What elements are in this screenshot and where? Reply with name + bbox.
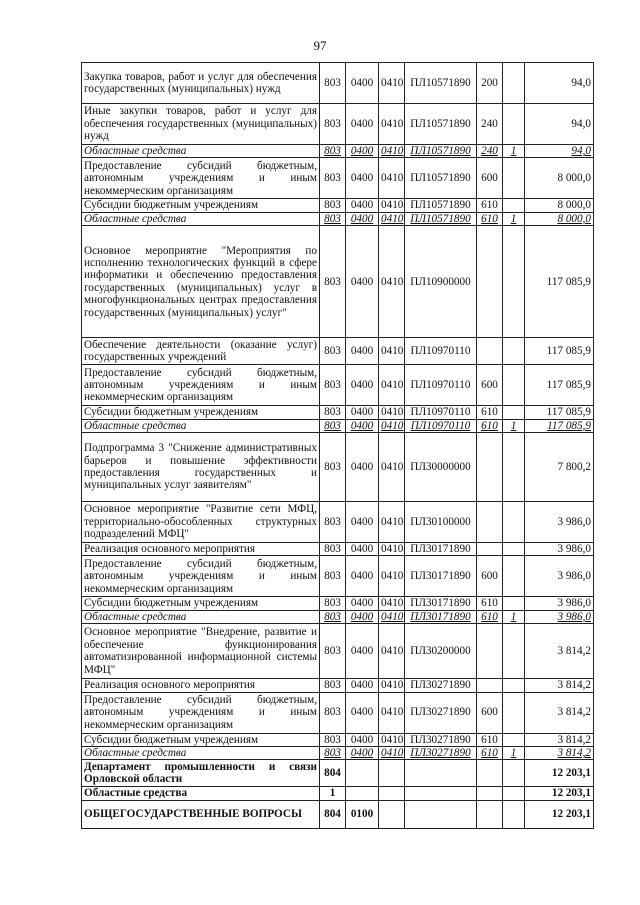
section-code-cell: 0400 <box>346 406 379 419</box>
amount-cell: 3 814,2 <box>525 733 594 746</box>
funding-source-cell <box>503 365 525 406</box>
ministry-code-cell: 803 <box>320 610 346 623</box>
amount-cell: 94,0 <box>525 63 594 104</box>
table-body <box>82 63 594 829</box>
ministry-code-cell: 803 <box>320 433 346 502</box>
subsection-code-cell: 0410 <box>379 679 405 692</box>
target-article-cell: ПЛ10970110 <box>405 365 477 406</box>
funding-source-cell <box>503 800 525 828</box>
funding-source-cell <box>503 226 525 338</box>
ministry-code-cell: 803 <box>320 212 346 225</box>
subsection-code-cell: 0410 <box>379 158 405 199</box>
section-code-cell: 0400 <box>346 556 379 597</box>
section-code-cell: 0400 <box>346 692 379 733</box>
row-name-cell: Областные средства <box>82 610 320 623</box>
section-code-cell: 0400 <box>346 747 379 760</box>
target-article-cell: ПЛ30171890 <box>405 610 477 623</box>
funding-source-cell <box>503 760 525 787</box>
funding-source-cell <box>503 597 525 610</box>
row-name-cell: Предоставление субсидий бюджетным, автономным учреждениям и иным некоммерческим организациям <box>82 365 320 406</box>
table-row <box>82 433 594 502</box>
funding-source-cell <box>503 787 525 800</box>
funding-source-cell <box>503 679 525 692</box>
target-article-cell: ПЛ10571890 <box>405 199 477 212</box>
section-code-cell: 0400 <box>346 543 379 556</box>
subsection-code-cell: 0410 <box>379 63 405 104</box>
table-row <box>82 543 594 556</box>
table-row <box>82 419 594 432</box>
row-name-cell: Подпрограмма 3 "Снижение административных барьеров и повышение эффективности предоставления государственных и муниципальных услуг заявителям" <box>82 433 320 502</box>
ministry-code-cell: 803 <box>320 597 346 610</box>
expense-type-cell: 240 <box>477 104 503 145</box>
amount-cell: 117 085,9 <box>525 419 594 432</box>
amount-cell: 8 000,0 <box>525 158 594 199</box>
row-name-cell: Предоставление субсидий бюджетным, автономным учреждениям и иным некоммерческим организациям <box>82 158 320 199</box>
subsection-code-cell <box>379 800 405 828</box>
amount-cell: 117 085,9 <box>525 226 594 338</box>
expense-type-cell: 600 <box>477 158 503 199</box>
amount-cell: 3 814,2 <box>525 624 594 679</box>
expense-type-cell: 240 <box>477 145 503 158</box>
section-code-cell: 0400 <box>346 104 379 145</box>
subsection-code-cell: 0410 <box>379 610 405 623</box>
section-code-cell: 0400 <box>346 679 379 692</box>
table-row <box>82 787 594 800</box>
amount-cell: 8 000,0 <box>525 199 594 212</box>
amount-cell: 3 814,2 <box>525 747 594 760</box>
amount-cell: 12 203,1 <box>525 760 594 787</box>
table-row <box>82 212 594 225</box>
expense-type-cell: 610 <box>477 733 503 746</box>
funding-source-cell: 1 <box>503 145 525 158</box>
table-row <box>82 610 594 623</box>
ministry-code-cell: 803 <box>320 543 346 556</box>
target-article-cell <box>405 787 477 800</box>
target-article-cell: ПЛ10970110 <box>405 406 477 419</box>
expense-type-cell: 610 <box>477 597 503 610</box>
expense-type-cell <box>477 624 503 679</box>
section-code-cell <box>346 760 379 787</box>
subsection-code-cell <box>379 760 405 787</box>
table-row <box>82 679 594 692</box>
amount-cell: 117 085,9 <box>525 338 594 365</box>
expense-type-cell: 600 <box>477 556 503 597</box>
expense-type-cell <box>477 787 503 800</box>
ministry-code-cell: 803 <box>320 406 346 419</box>
target-article-cell: ПЛ30271890 <box>405 679 477 692</box>
funding-source-cell <box>503 556 525 597</box>
row-name-cell: Областные средства <box>82 145 320 158</box>
funding-source-cell <box>503 199 525 212</box>
row-name-cell: Иные закупки товаров, работ и услуг для обеспечения государственных (муниципальных) нужд <box>82 104 320 145</box>
table-row <box>82 104 594 145</box>
expense-type-cell <box>477 760 503 787</box>
expense-type-cell: 200 <box>477 63 503 104</box>
target-article-cell: ПЛ10970110 <box>405 338 477 365</box>
subsection-code-cell: 0410 <box>379 502 405 543</box>
section-code-cell: 0400 <box>346 145 379 158</box>
funding-source-cell: 1 <box>503 610 525 623</box>
row-name-cell: Департамент промышленности и связи Орловской области <box>82 760 320 787</box>
row-name-cell: Основное мероприятие "Мероприятия по исполнению технологических функций в сфере информатики и обеспечению предоставления государственных (муниципальных) услуг в многофункциональных центрах предоставления государственных (муниципальных) услуг" <box>82 226 320 338</box>
row-name-cell: Предоставление субсидий бюджетным, автономным учреждениям и иным некоммерческим организациям <box>82 556 320 597</box>
section-code-cell: 0100 <box>346 800 379 828</box>
table-row <box>82 692 594 733</box>
target-article-cell: ПЛ10571890 <box>405 104 477 145</box>
expense-type-cell <box>477 226 503 338</box>
target-article-cell: ПЛ30100000 <box>405 502 477 543</box>
row-name-cell: Обеспечение деятельности (оказание услуг) государственных учреждений <box>82 338 320 365</box>
funding-source-cell <box>503 338 525 365</box>
row-name-cell: Предоставление субсидий бюджетным, автономным учреждениям и иным некоммерческим организациям <box>82 692 320 733</box>
expense-type-cell: 610 <box>477 199 503 212</box>
subsection-code-cell: 0410 <box>379 556 405 597</box>
target-article-cell: ПЛ10571890 <box>405 63 477 104</box>
row-name-cell: ОБЩЕГОСУДАРСТВЕННЫЕ ВОПРОСЫ <box>82 800 320 828</box>
section-code-cell: 0400 <box>346 733 379 746</box>
subsection-code-cell: 0410 <box>379 419 405 432</box>
amount-cell: 117 085,9 <box>525 365 594 406</box>
amount-cell: 3 986,0 <box>525 597 594 610</box>
expense-type-cell: 610 <box>477 419 503 432</box>
ministry-code-cell: 803 <box>320 556 346 597</box>
section-code-cell: 0400 <box>346 63 379 104</box>
section-code-cell: 0400 <box>346 597 379 610</box>
expense-type-cell <box>477 338 503 365</box>
expense-type-cell <box>477 502 503 543</box>
amount-cell: 12 203,1 <box>525 787 594 800</box>
subsection-code-cell: 0410 <box>379 338 405 365</box>
row-name-cell: Закупка товаров, работ и услуг для обеспечения государственных (муниципальных) нужд <box>82 63 320 104</box>
amount-cell: 3 986,0 <box>525 556 594 597</box>
section-code-cell: 0400 <box>346 433 379 502</box>
ministry-code-cell: 1 <box>320 787 346 800</box>
funding-source-cell: 1 <box>503 419 525 432</box>
ministry-code-cell: 803 <box>320 145 346 158</box>
funding-source-cell <box>503 104 525 145</box>
row-name-cell: Реализация основного мероприятия <box>82 679 320 692</box>
table-row <box>82 747 594 760</box>
amount-cell: 3 986,0 <box>525 543 594 556</box>
row-name-cell: Областные средства <box>82 212 320 225</box>
subsection-code-cell: 0410 <box>379 212 405 225</box>
ministry-code-cell: 803 <box>320 104 346 145</box>
ministry-code-cell: 803 <box>320 226 346 338</box>
ministry-code-cell: 804 <box>320 760 346 787</box>
ministry-code-cell: 803 <box>320 502 346 543</box>
section-code-cell: 0400 <box>346 158 379 199</box>
section-code-cell: 0400 <box>346 226 379 338</box>
ministry-code-cell: 803 <box>320 679 346 692</box>
table-row <box>82 158 594 199</box>
target-article-cell: ПЛ10970110 <box>405 419 477 432</box>
section-code-cell: 0400 <box>346 502 379 543</box>
subsection-code-cell: 0410 <box>379 433 405 502</box>
funding-source-cell <box>503 433 525 502</box>
ministry-code-cell: 803 <box>320 338 346 365</box>
target-article-cell: ПЛ10571890 <box>405 212 477 225</box>
amount-cell: 3 986,0 <box>525 502 594 543</box>
section-code-cell: 0400 <box>346 610 379 623</box>
funding-source-cell: 1 <box>503 747 525 760</box>
subsection-code-cell: 0410 <box>379 747 405 760</box>
amount-cell: 94,0 <box>525 145 594 158</box>
funding-source-cell <box>503 692 525 733</box>
table-row <box>82 145 594 158</box>
target-article-cell: ПЛ30171890 <box>405 597 477 610</box>
target-article-cell: ПЛ30000000 <box>405 433 477 502</box>
subsection-code-cell: 0410 <box>379 145 405 158</box>
ministry-code-cell: 803 <box>320 419 346 432</box>
row-name-cell: Областные средства <box>82 787 320 800</box>
table-row <box>82 800 594 828</box>
expense-type-cell: 610 <box>477 406 503 419</box>
section-code-cell: 0400 <box>346 212 379 225</box>
amount-cell: 7 800,2 <box>525 433 594 502</box>
ministry-code-cell: 803 <box>320 63 346 104</box>
subsection-code-cell: 0410 <box>379 543 405 556</box>
ministry-code-cell: 803 <box>320 158 346 199</box>
row-name-cell: Основное мероприятие "Внедрение, развитие и обеспечение функционирования автоматизированной информационной системы МФЦ" <box>82 624 320 679</box>
ministry-code-cell: 803 <box>320 692 346 733</box>
subsection-code-cell: 0410 <box>379 226 405 338</box>
amount-cell: 3 986,0 <box>525 610 594 623</box>
funding-source-cell <box>503 543 525 556</box>
target-article-cell: ПЛ30271890 <box>405 747 477 760</box>
table-row <box>82 760 594 787</box>
section-code-cell: 0400 <box>346 338 379 365</box>
subsection-code-cell <box>379 787 405 800</box>
expense-type-cell <box>477 433 503 502</box>
funding-source-cell <box>503 63 525 104</box>
amount-cell: 3 814,2 <box>525 692 594 733</box>
row-name-cell: Областные средства <box>82 419 320 432</box>
ministry-code-cell: 803 <box>320 365 346 406</box>
amount-cell: 94,0 <box>525 104 594 145</box>
expense-type-cell <box>477 543 503 556</box>
subsection-code-cell: 0410 <box>379 597 405 610</box>
table-row <box>82 63 594 104</box>
ministry-code-cell: 804 <box>320 800 346 828</box>
target-article-cell <box>405 760 477 787</box>
funding-source-cell <box>503 502 525 543</box>
budget-table <box>81 62 594 829</box>
subsection-code-cell: 0410 <box>379 624 405 679</box>
table-row <box>82 406 594 419</box>
funding-source-cell <box>503 406 525 419</box>
row-name-cell: Реализация основного мероприятия <box>82 543 320 556</box>
funding-source-cell <box>503 158 525 199</box>
target-article-cell: ПЛ30171890 <box>405 556 477 597</box>
amount-cell: 117 085,9 <box>525 406 594 419</box>
ministry-code-cell: 803 <box>320 733 346 746</box>
section-code-cell: 0400 <box>346 419 379 432</box>
expense-type-cell: 610 <box>477 610 503 623</box>
table-row <box>82 226 594 338</box>
target-article-cell <box>405 800 477 828</box>
page-number: 97 <box>313 38 327 53</box>
subsection-code-cell: 0410 <box>379 104 405 145</box>
table-row <box>82 597 594 610</box>
table-row <box>82 556 594 597</box>
expense-type-cell: 610 <box>477 747 503 760</box>
row-name-cell: Субсидии бюджетным учреждениям <box>82 406 320 419</box>
target-article-cell: ПЛ10571890 <box>405 158 477 199</box>
amount-cell: 12 203,1 <box>525 800 594 828</box>
expense-type-cell <box>477 679 503 692</box>
expense-type-cell: 600 <box>477 692 503 733</box>
expense-type-cell: 610 <box>477 212 503 225</box>
ministry-code-cell: 803 <box>320 199 346 212</box>
table-row <box>82 733 594 746</box>
target-article-cell: ПЛ30271890 <box>405 733 477 746</box>
subsection-code-cell: 0410 <box>379 733 405 746</box>
ministry-code-cell: 803 <box>320 747 346 760</box>
subsection-code-cell: 0410 <box>379 365 405 406</box>
target-article-cell: ПЛ30271890 <box>405 692 477 733</box>
funding-source-cell: 1 <box>503 212 525 225</box>
row-name-cell: Областные средства <box>82 747 320 760</box>
funding-source-cell <box>503 733 525 746</box>
row-name-cell: Основное мероприятие "Развитие сети МФЦ, территориально-обособленных структурных подразделений МФЦ" <box>82 502 320 543</box>
ministry-code-cell: 803 <box>320 624 346 679</box>
expense-type-cell <box>477 800 503 828</box>
table-row <box>82 502 594 543</box>
target-article-cell: ПЛ10571890 <box>405 145 477 158</box>
section-code-cell: 0400 <box>346 365 379 406</box>
table-row <box>82 365 594 406</box>
row-name-cell: Субсидии бюджетным учреждениям <box>82 597 320 610</box>
target-article-cell: ПЛ30200000 <box>405 624 477 679</box>
amount-cell: 8 000,0 <box>525 212 594 225</box>
target-article-cell: ПЛ10900000 <box>405 226 477 338</box>
section-code-cell: 0400 <box>346 199 379 212</box>
section-code-cell: 0400 <box>346 624 379 679</box>
expense-type-cell: 600 <box>477 365 503 406</box>
table-row <box>82 199 594 212</box>
target-article-cell: ПЛ30171890 <box>405 543 477 556</box>
row-name-cell: Субсидии бюджетным учреждениям <box>82 733 320 746</box>
section-code-cell <box>346 787 379 800</box>
funding-source-cell <box>503 624 525 679</box>
subsection-code-cell: 0410 <box>379 692 405 733</box>
table-row <box>82 624 594 679</box>
amount-cell: 3 814,2 <box>525 679 594 692</box>
subsection-code-cell: 0410 <box>379 406 405 419</box>
row-name-cell: Субсидии бюджетным учреждениям <box>82 199 320 212</box>
subsection-code-cell: 0410 <box>379 199 405 212</box>
table-row <box>82 338 594 365</box>
